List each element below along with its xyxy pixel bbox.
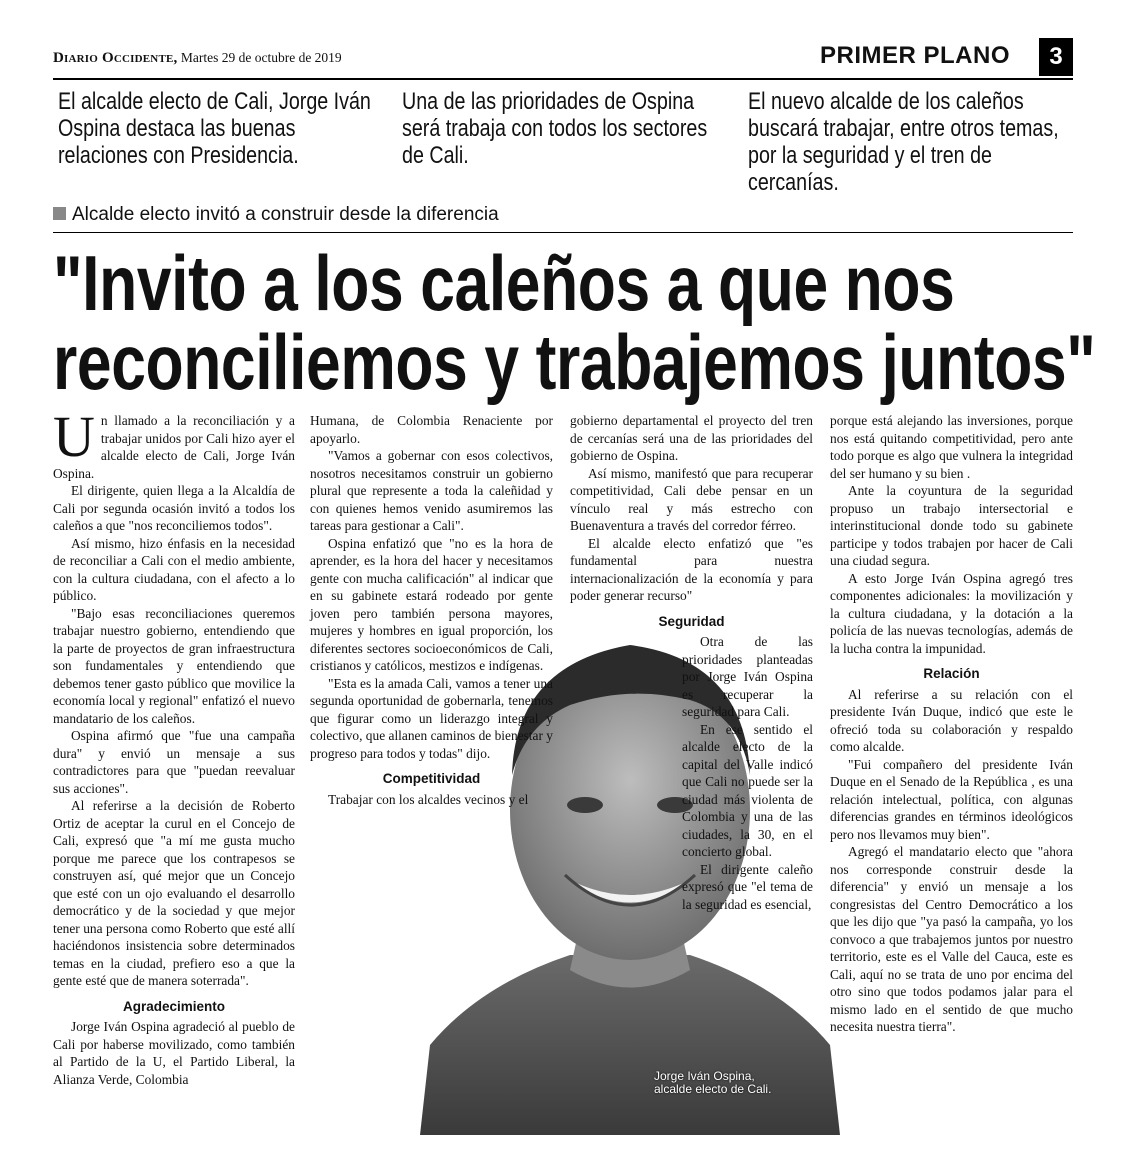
summary-3: El nuevo alcalde de los caleños buscará trabajar, entre otros temas, por la seguridad y el tren de cercanías. — [748, 88, 1059, 196]
paragraph: Al referirse a la decisión de Roberto Ortiz de aceptar la curul en el Concejo de Cali, expresó que "a mí me gusta mucho porque me parece que los contrapesos se construyen así, qué mejor que un Concejo que esté con un ojo evaluando el desarrollo democrático y de la sociedad y que mejor tener una persona como Roberto que esté allí haciéndonos insistencia sobre determinados temas en la ciudad, prefiero eso a que la gente esté que de manera soterrada". — [53, 798, 295, 988]
article-column-4 — [830, 412, 1073, 1036]
subheading-agradecimiento: Agradecimiento — [122, 998, 226, 1014]
summary-2: Una de las prioridades de Ospina será trabaja con todos los sectores de Cali. — [402, 88, 708, 169]
paragraph: gobierno departamental el proyecto del tren de cercanías será una de las prioridades del gobierno de Ospina. — [570, 413, 813, 463]
paragraph: "Fui compañero del presidente Iván Duque en el Senado de la República , es una relación intelectual, política, con algunas diferencias grandes en términos ideológicos pero nos llevamos muy bien". — [830, 756, 1073, 842]
headline — [53, 239, 1096, 406]
paragraph: Humana, de Colombia Renaciente por apoyarlo. — [310, 413, 553, 446]
article-column-2 — [310, 412, 553, 808]
summary-1: El alcalde electo de Cali, Jorge Iván Ospina destaca las buenas relaciones con Presidencia. — [58, 88, 371, 169]
kicker-rule — [53, 232, 1073, 233]
paragraph: Otra de las prioridades planteadas por Jorge Iván Ospina es recuperar la seguridad para Cali. — [682, 634, 813, 719]
paragraph: El dirigente, quien llega a la Alcaldía de Cali por segunda ocasión invitó a todos los caleños a que "nos reconciliemos todos". — [53, 483, 295, 533]
drop-cap: U — [53, 404, 95, 469]
paragraph: "Bajo esas reconciliaciones queremos trabajar nuestro gobierno, entendiendo que la parte de proyectos de gran infraestructura son fundamentales y entendiendo que debemos tener gasto público que movilice la economía local y regional" enfatizó el nuevo mandatario de los caleños. — [53, 605, 295, 726]
photo-caption: Jorge Iván Ospina, alcalde electo de Cali. — [654, 1069, 772, 1096]
section-title: PRIMER PLANO — [820, 42, 1011, 69]
wrapped-text — [682, 633, 813, 913]
masthead — [53, 50, 342, 67]
paragraph: A esto Jorge Iván Ospina agregó tres componentes adicionales: la movilización y la cultura ciudadana, y la dotación a la policía de las nuevas tecnologías, además de la lucha contra la impunidad. — [830, 570, 1073, 656]
paragraph: Ospina enfatizó que "no es la hora de aprender, es la hora del hacer y necesitamos gente con mucha calificación" al indicar que en su gabinete estará rodeado por gente joven pero también persona mayores, mujeres y hombres en igual proporción, los diferentes sectores socioeconómicos de Cali, cristianos y católicos, mestizos e indígenas. — [310, 535, 553, 673]
paragraph: "Vamos a gobernar con esos colectivos, nosotros necesitamos construir un gobierno plural que represente a toda la caleñidad y con quienes hemos venido asumiremos las tareas para gestionar a Cali". — [310, 448, 553, 533]
paragraph: Ante la coyuntura de la seguridad propuso un trabajo intersectorial e interinstitucional donde todo su gabinete participe y todos trabajen por hacer de Cali una ciudad segura. — [830, 483, 1073, 568]
paragraph: Al referirse a su relación con el presidente Iván Duque, indicó que este le ofreció toda su colaboración y respaldo como alcalde. — [830, 686, 1073, 754]
paragraph: Jorge Iván Ospina agradeció al pueblo de Cali por haberse movilizado, como también al Partido de la U, el Partido Liberal, la Alianza Verde, Colombia — [53, 1019, 295, 1087]
paragraph: En ese sentido el alcalde electo de la capital del Valle indicó que Cali no puede ser la ciudad más violenta de Colombia y una de las ciudades, la 30, en el concierto global. — [682, 721, 813, 859]
subheading-seguridad: Seguridad — [658, 613, 725, 629]
paragraph: "Esta es la amada Cali, vamos a tener una segunda oportunidad de gobernarla, tenemos que figurar como un liderazgo integral y colectivo, que allanen caminos de bienestar y progreso para todos y todas" dijo. — [310, 675, 553, 761]
headline-line-1: "Invito a los caleños a que nos — [53, 239, 955, 327]
paragraph: porque está alejando las inversiones, porque nos está quitando competitividad, pero ante todo porque es algo que vulnera la integridad del ser humano y su bien . — [830, 413, 1073, 481]
paragraph: Agregó el mandatario electo que "ahora nos corresponde construir desde la diferencia" y envió un mensaje a los congresistas del Centro Democrático a los que les dijo que "ya pasó la campaña, yo los convoco a que trabajemos juntos por nuestro territorio, este es el Valle del Cauca, este es Cali, aquí no se trata de uno por encima del otro sino que todos podamos jalar para el mismo lado en el sentido de que mucho necesita nuestra tierra". — [830, 844, 1073, 1034]
paragraph: Así mismo, manifestó que para recuperar competitividad, Cali debe pensar en un vínculo real y más estrecho con Buenaventura a través del corredor férreo. — [570, 465, 813, 533]
headline-line-2: reconciliemos y trabajemos juntos" — [53, 318, 1096, 406]
paragraph: Trabajar con los alcaldes vecinos y el — [328, 791, 529, 807]
kicker-text: Alcalde electo invitó a construir desde la diferencia — [72, 204, 499, 225]
paragraph: Ospina afirmó que "fue una campaña dura" y envió un mensaje a sus contradictores para que "puedan reevaluar sus acciones". — [53, 728, 295, 796]
gray-square-icon — [53, 207, 66, 220]
article-column-3 — [570, 412, 813, 913]
page-number: 3 — [1039, 38, 1073, 76]
newspaper-name: Diario Occidente, — [53, 50, 178, 66]
paragraph: Un llamado a la reconciliación y a trabajar unidos por Cali hizo ayer el alcalde electo de Cali, Jorge Iván Ospina. — [53, 404, 295, 481]
issue-date: Martes 29 de octubre de 2019 — [180, 50, 342, 65]
paragraph: Así mismo, hizo énfasis en la necesidad de reconciliar a Cali con el medio ambiente, con la cultura ciudadana, con el afecto a lo público. — [53, 535, 295, 603]
paragraph: El alcalde electo enfatizó que "es fundamental para nuestra internacionalización de la economía y para poder generar recurso" — [570, 535, 813, 603]
top-rule — [53, 78, 1073, 80]
subheading-competitividad: Competitividad — [382, 771, 481, 786]
kicker — [53, 204, 499, 226]
subheading-relacion: Relación — [923, 666, 980, 681]
article-column-1 — [53, 404, 295, 1088]
paragraph: El dirigente caleño expresó que "el tema de la seguridad es esencial, — [682, 861, 813, 912]
